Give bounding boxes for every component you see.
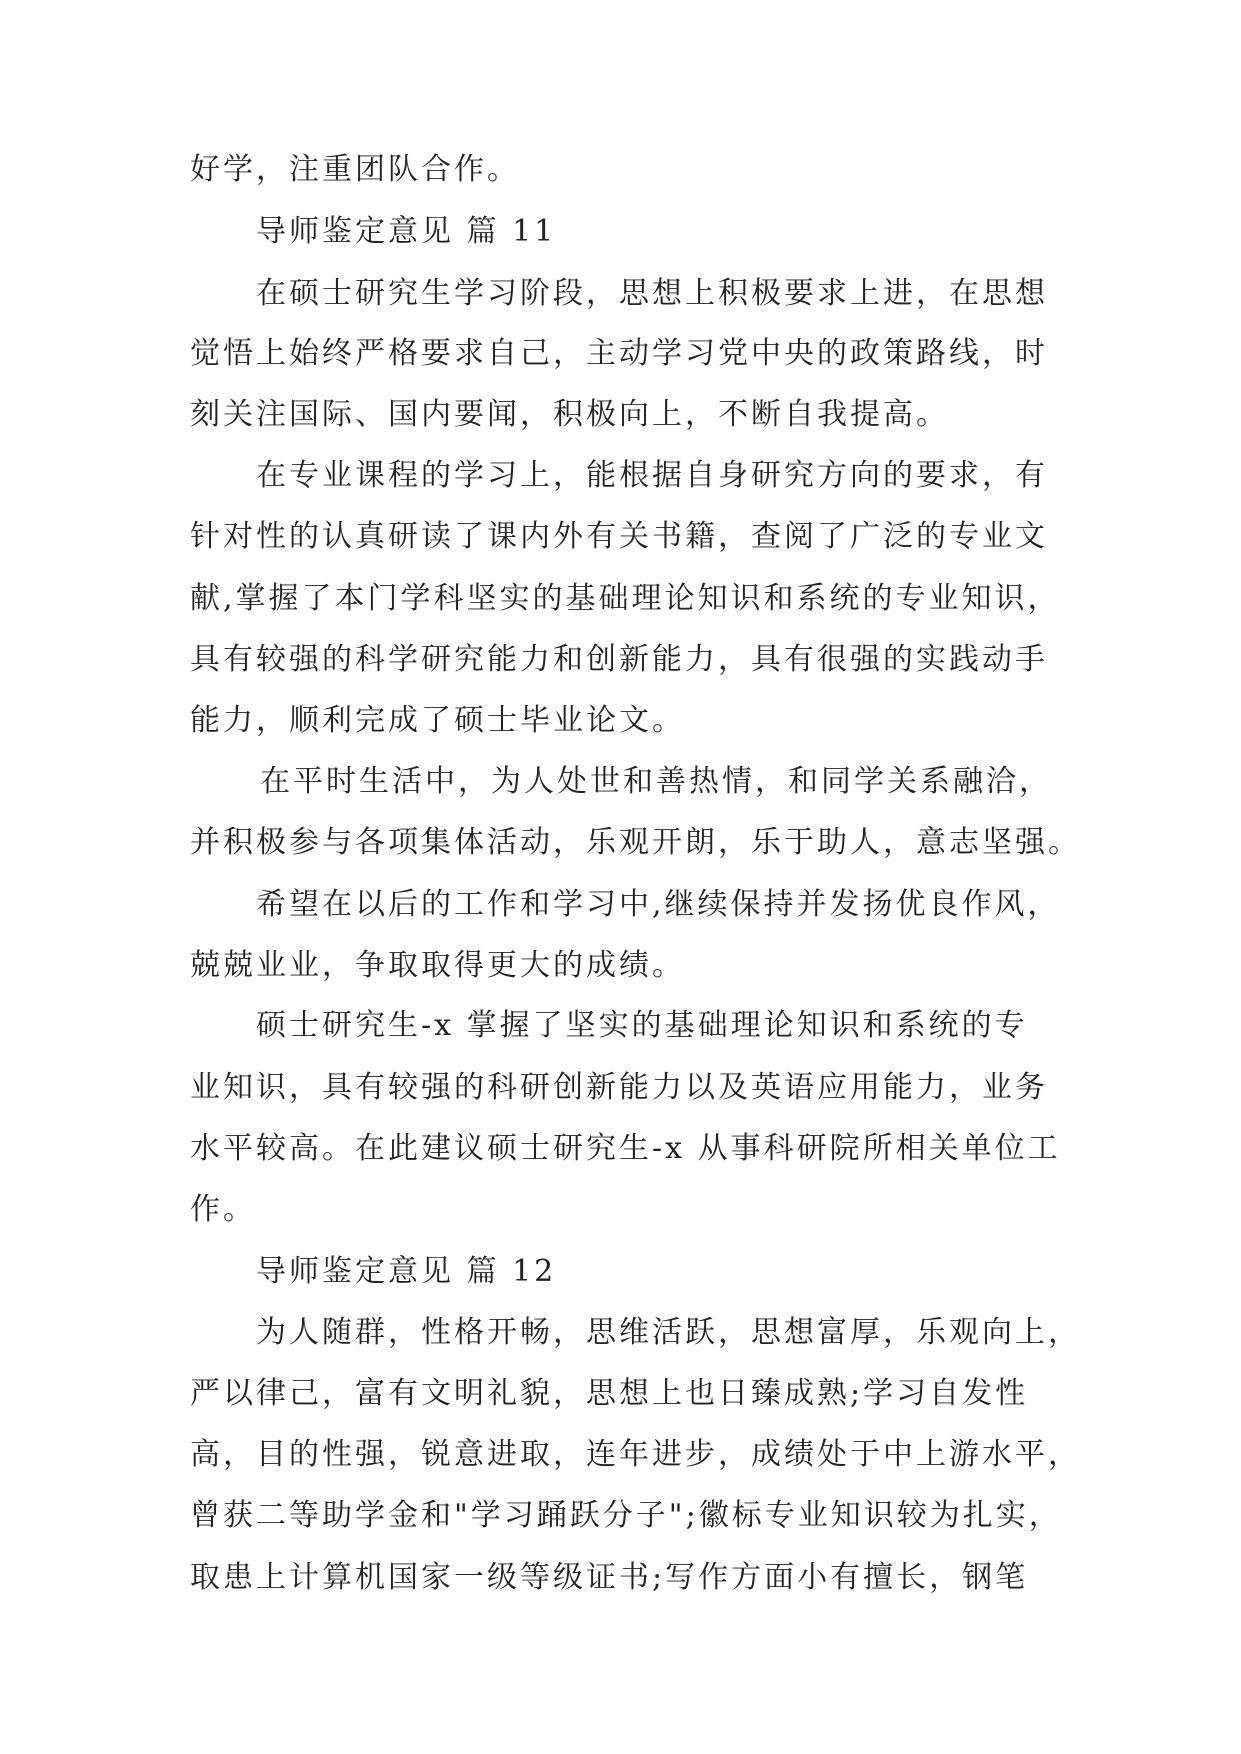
paragraph-line: 针对性的认真研读了课内外有关书籍，查阅了广泛的专业文	[190, 519, 1048, 554]
paragraph-line: 兢兢业业，争取取得更大的成绩。	[190, 948, 685, 983]
paragraph-line: 曾获二等助学金和"学习踊跃分子";徽标专业知识较为扎实，	[190, 1498, 1062, 1533]
paragraph-line: 在平时生活中，为人处世和善热情，和同学关系融洽，	[260, 764, 1052, 799]
section-heading: 导师鉴定意见 篇 11	[256, 214, 557, 249]
paragraph-line: 严以律己，富有文明礼貌，思想上也日臻成熟;学习自发性	[190, 1376, 1029, 1411]
paragraph-line: 为人随群，性格开畅，思维活跃，思想富厚，乐观向上，	[256, 1315, 1081, 1350]
paragraph-line: 取患上计算机国家一级等级证书;写作方面小有擅长，钢笔	[190, 1560, 1029, 1595]
paragraph-line: 水平较高。在此建议硕士研究生-x 从事科研院所相关单位工	[190, 1131, 1061, 1166]
section-heading: 导师鉴定意见 篇 12	[256, 1254, 557, 1289]
paragraph-line: 作。	[190, 1192, 256, 1227]
paragraph-line: 并积极参与各项集体活动，乐观开朗，乐于助人，意志坚强。	[190, 825, 1081, 860]
paragraph-line: 献,掌握了本门学科坚实的基础理论知识和系统的专业知识，	[190, 581, 1061, 616]
paragraph-line: 在专业课程的学习上，能根据自身研究方向的要求，有	[256, 458, 1048, 493]
paragraph-line: 觉悟上始终严格要求自己，主动学习党中央的政策路线，时	[190, 336, 1048, 371]
paragraph-line: 高，目的性强，锐意进取，连年进步，成绩处于中上游水平，	[190, 1437, 1081, 1472]
paragraph-line: 业知识，具有较强的科研创新能力以及英语应用能力，业务	[190, 1070, 1048, 1105]
paragraph-line: 希望在以后的工作和学习中,继续保持并发扬优良作风，	[256, 887, 1061, 922]
paragraph-line: 好学，注重团队合作。	[190, 152, 520, 187]
paragraph-line: 在硕士研究生学习阶段，思想上积极要求上进，在思想	[256, 276, 1048, 311]
paragraph-line: 具有较强的科学研究能力和创新能力，具有很强的实践动手	[190, 642, 1048, 677]
paragraph-line: 硕士研究生-x 掌握了坚实的基础理论知识和系统的专	[256, 1008, 1028, 1043]
paragraph-line: 刻关注国际、国内要闻，积极向上，不断自我提高。	[190, 397, 949, 432]
paragraph-line: 能力，顺利完成了硕士毕业论文。	[190, 703, 685, 738]
